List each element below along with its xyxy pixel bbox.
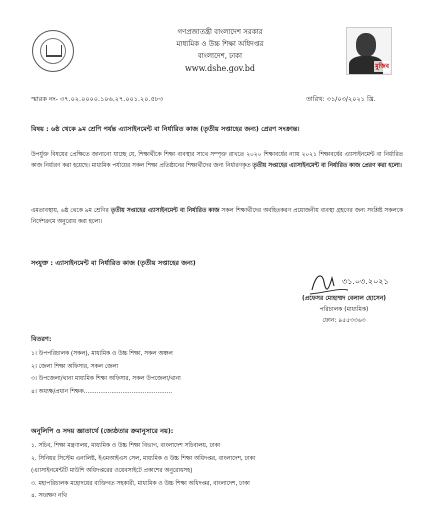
directorate-name: মাধ্যমিক ও উচ্চ শিক্ষা অধিদপ্তর [176,40,264,48]
paragraph-2-text-2: সকল শিক্ষার্থীদের অবহিতকরণ প্রয়োজনীয় ব্যবস্থা গ্রহণের জন্য সংশ্লিষ্ট সকলকে নির্দেশক্রমে অনুরোধ করা হলো। [31,208,403,225]
location: বাংলাদেশ, ঢাকা [197,52,243,60]
copies-list [31,440,411,503]
attachment-line: সংযুক্ত : এ্যাসাইনমেন্ট বা নির্ধারিত কাজ (তৃতীয় সপ্তাহের জন্য) [31,259,196,267]
signatory-name: (প্রফেসর মোহাম্মদ বেলাল হোসেন) [301,295,387,302]
signatory-phone: ফোন: ৯৫৫৩৩৬৩ [322,317,366,324]
paragraph-1-bold: তৃতীয় সপ্তাহের এ্যাসাইনমেন্ট বা নির্ধারিত কাজ প্রেরণ করা হলো। [252,163,402,169]
distribution-list [31,348,411,398]
paragraph-2-text-1: এমতাবস্থায়, ৬ষ্ঠ থেকে ৯ম শ্রেণির [31,208,109,214]
portrait-badge: মুজিব [375,63,389,70]
memo-number: স্মারক নং- ৩৭.০২.০০০০.১০৬.২৭.০০১.২০.৫৮৩ [31,95,164,103]
website-link[interactable]: www.dshe.gov.bd [184,64,256,73]
letter-date: তারিখ: ৩১/০৩/২০২১ খ্রি. [306,95,376,103]
paragraph-1-text: উপর্যুক্ত বিষয়ের প্রেক্ষিতে জানানো যাচ্ছে যে, শিক্ষার্থীকে শিক্ষা ব্যবস্থার সাথে সম্পৃক্ত রাখতে ২০২০ শিক্ষাবর্ষের ন্যায় ২০২১ শিক্ষাবর্ষের এ্যাসাইনমেন্ট বা নির্ধারিত কাজ নির্ধারণ করা হয়েছে। মাধ্যমিক পর্যায়ের সকল শিক্ষা প্রতিষ্ঠানের শিক্ষার্থীদের জন্য নির্ধারণকৃত [31,152,403,169]
copies-title: অনুলিপি ও সদয় জ্ঞাতার্থে (জ্যেষ্ঠতার ক্রমানুসারে নয়): [31,427,174,435]
government-seal-logo [32,30,74,72]
list-item: ২. সিনিয়র সিস্টেম এনালিষ্ট, ইএমআইএস সেল, মাধ্যমিক ও উচ্চ শিক্ষা অধিদপ্তর, বাংলাদেশ, ঢাকা [31,455,256,462]
paragraph-2-bold: তৃতীয় সপ্তাহের এ্যাসাইনমেন্ট বা নির্ধারিত কাজ [110,208,220,214]
list-item: ৪. সংরক্ষণ নথি [31,493,67,499]
government-name: গণপ্রজাতন্ত্রী বাংলাদেশ সরকার [177,28,263,36]
book-emblem-icon [46,45,62,57]
list-item: ১. সচিব, শিক্ষা মন্ত্রণালয়, মাধ্যমিক ও উচ্চ শিক্ষা বিভাগ, বাংলাদেশ সচিবালয়, ঢাকা [31,443,221,449]
handwritten-signature [308,268,404,296]
list-item: ৩। উপজেলা/থানা মাধ্যমিক শিক্ষা অফিসার, সকল উপজেলা/থানা [31,376,181,382]
list-item: (এ্যাসাইনমেন্টটি মাউশি অধিদপ্তরের ওয়েবসাইটে প্রকাশের অনুরোধসহ) [31,468,193,474]
list-item: ৪। অধ্যক্ষ/প্রধান শিক্ষক................................................ [31,388,173,395]
body-paragraph-1 [31,150,403,172]
signature-date: ৩১.০৩.২০২১ [342,277,389,286]
signatory-designation: পরিচালক (মাধ্যমিক) [319,306,369,313]
distribution-title: বিতরণ: [31,335,52,343]
mujib-portrait-logo [346,27,392,75]
signature-drawing [308,268,404,296]
list-item: ৩. মহাপরিচালক মহোদয়ের ব্যক্তিগত সহকারী, মাধ্যমিক ও উচ্চ শিক্ষা অধিদপ্তর, বাংলাদেশ, ঢাকা [31,480,250,487]
portrait-face [356,33,376,57]
signatory-block [284,293,404,326]
list-item: ১। উপপরিচালক (সকল), মাধ্যমিক ও উচ্চ শিক্ষা, সকল অঞ্চল [31,351,173,357]
body-paragraph-2 [31,206,403,228]
subject-line: বিষয় : ৬ষ্ঠ থেকে ৯ম শ্রেণি পর্যন্ত এ্যাসাইনমেন্ট বা নির্ধারিত কাজ (তৃতীয় সপ্তাহের জন্য) প্রেরণ সংক্রান্ত। [31,125,300,133]
letterhead [120,26,320,75]
list-item: ২। জেলা শিক্ষা অফিসার, সকল জেলা [31,363,119,370]
